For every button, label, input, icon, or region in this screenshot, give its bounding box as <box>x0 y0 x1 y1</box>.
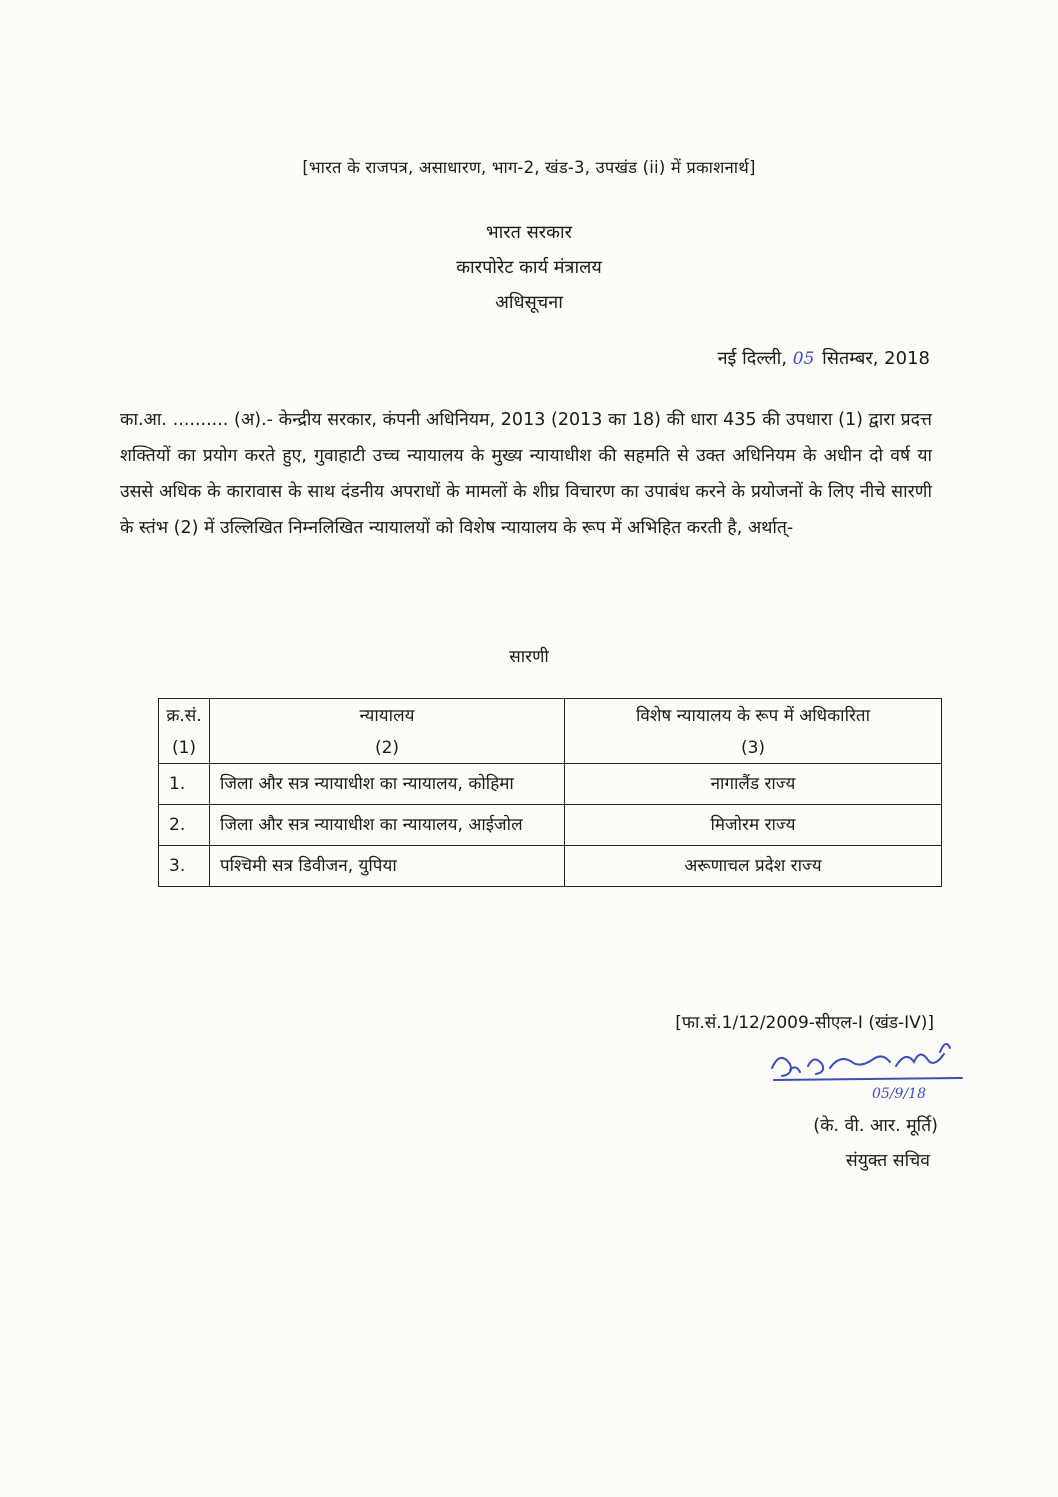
signatory-name: (के. वी. आर. मूर्ति) <box>813 1116 938 1136</box>
date-place: नई दिल्ली, <box>717 348 788 369</box>
table-title: सारणी <box>509 647 549 667</box>
row-jurisdiction: नागालैंड राज्य <box>565 764 942 805</box>
date-month-year: सितम्बर, 2018 <box>822 348 930 369</box>
column-number: (1) <box>159 733 210 764</box>
header-court: न्यायालय <box>210 699 565 734</box>
row-court: पश्चिमी सत्र डिवीजन, युपिया <box>210 846 565 887</box>
row-serial: 3. <box>159 846 210 887</box>
row-serial: 2. <box>159 805 210 846</box>
document-type: अधिसूचना <box>495 292 563 313</box>
header-jurisdiction: विशेष न्यायालय के रूप में अधिकारिता <box>565 699 942 734</box>
table-row <box>159 846 942 887</box>
notification-body: का.आ. .......... (अ).- केन्द्रीय सरकार, कंपनी अधिनियम, 2013 (2013 का 18) की धारा 435 की उपधारा (1) द्वारा प्रदत्त शक्तियों का प्रयोग करते हुए, गुवाहाटी उच्च न्यायालय के मुख्य न्यायाधीश की सहमति से उक्त अधिनियम के अधीन दो वर्ष या उससे अधिक के कारावास के साथ दंडनीय अपराधों के मामलों के शीघ्र विचारण का उपाबंध करने के प्रयोजनों के लिए नीचे सारणी के स्तंभ (2) में उल्लिखित निम्नलिखित न्यायालयों को विशेष न्यायालय के रूप में अभिहित करती है, अर्थात्- <box>120 410 932 538</box>
table-header-row <box>159 699 942 734</box>
gazette-publication-note: [भारत के राजपत्र, असाधारण, भाग-2, खंड-3, उपखंड (ii) में प्रकाशनार्थ] <box>302 158 756 177</box>
row-jurisdiction: मिजोरम राज्य <box>565 805 942 846</box>
signatory-designation: संयुक्त सचिव <box>845 1151 930 1171</box>
dateline <box>718 346 930 370</box>
row-court: जिला और सत्र न्यायाधीश का न्यायालय, कोहिमा <box>210 764 565 805</box>
date-day-handwritten: 05 <box>792 349 815 369</box>
column-number: (3) <box>565 733 942 764</box>
handwritten-signature <box>760 1030 970 1112</box>
row-serial: 1. <box>159 764 210 805</box>
courts-table <box>158 698 942 887</box>
table-row <box>159 805 942 846</box>
row-court: जिला और सत्र न्यायाधीश का न्यायालय, आईजोल <box>210 805 565 846</box>
table-row <box>159 764 942 805</box>
signature-date: 05/9/18 <box>872 1086 926 1102</box>
file-reference: [फा.सं.1/12/2009-सीएल-I (खंड-IV)] <box>675 1013 934 1033</box>
row-jurisdiction: अरूणाचल प्रदेश राज्य <box>565 846 942 887</box>
header-serial: क्र.सं. <box>159 699 210 734</box>
table-column-number-row <box>159 733 942 764</box>
government-name: भारत सरकार <box>485 222 573 243</box>
ministry-name: कारपोरेट कार्य मंत्रालय <box>456 257 602 278</box>
column-number: (2) <box>210 733 565 764</box>
